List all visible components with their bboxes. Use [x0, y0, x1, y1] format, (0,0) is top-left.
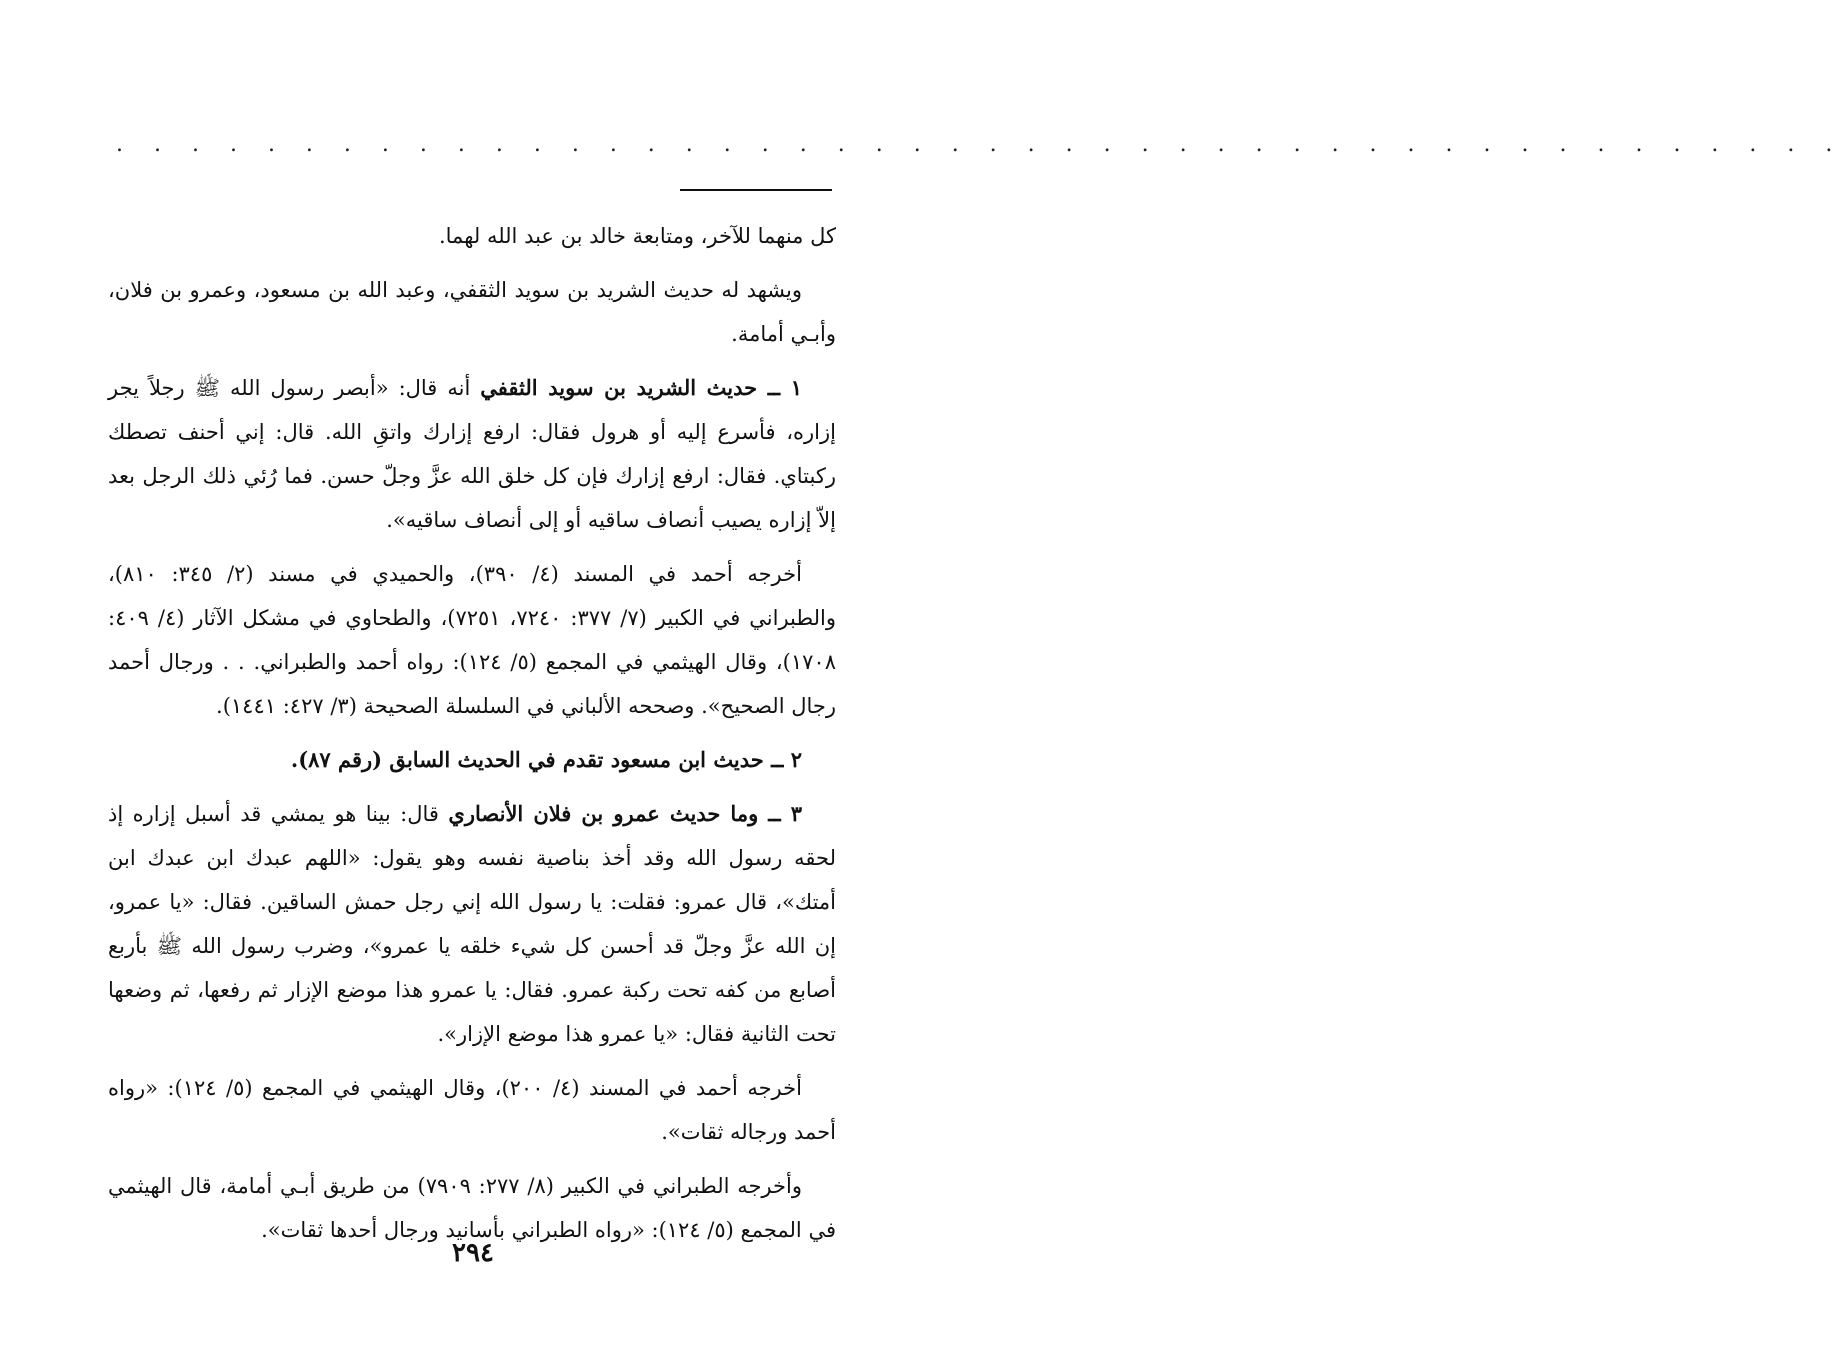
hadith-heading: ٣ ــ وما حديث عمرو بن فلان الأنصاري	[448, 801, 802, 826]
takhrij-3a	[108, 1066, 836, 1154]
hadith-2	[108, 738, 836, 782]
paragraph-text: ويشهد له حديث الشريد بن سويد الثقفي، وعبد الله بن مسعود، وعمرو بن فلان، وأبـي أمامة.	[108, 278, 836, 346]
takhrij-1	[108, 552, 836, 728]
hadith-heading: ١ ــ حديث الشريد بن سويد الثقفي	[480, 375, 802, 400]
paragraph-text: وأخرجه الطبراني في الكبير (٨/ ٢٧٧: ٧٩٠٩) من طريق أبـي أمامة، قال الهيثمي في المجمع (٥/ ١٢٤): «رواه الطبراني بأسانيد ورجال أحدها ثقات».	[108, 1174, 836, 1242]
paragraph-text: أخرجه أحمد في المسند (٤/ ٢٠٠)، وقال الهيثمي في المجمع (٥/ ١٢٤): «رواه أحمد ورجاله ثقات».	[108, 1076, 836, 1144]
hadith-heading: ٢ ــ حديث ابن مسعود تقدم في الحديث السابق (رقم ٨٧).	[290, 747, 802, 772]
body-text	[108, 214, 836, 1262]
hadith-text: قال: بينا هو يمشي قد أسبل إزاره إذ لحقه رسول الله وقد أخذ بناصية نفسه وهو يقول: «اللهم عبدك ابن عبدك ابن أمتك»، قال عمرو: فقلت: يا رسول الله إني رجل حمش الساقين. فقال: «يا عمرو، إن الله عزَّ وجلّ قد أحسن كل شيء خلقه يا عمرو»، وضرب رسول الله ﷺ بأربع أصابع من كفه تحت ركبة عمرو. فقال: يا عمرو هذا موضع الإزار ثم رفعها، ثم وضعها تحت الثانية فقال: «يا عمرو هذا موضع الإزار».	[108, 802, 836, 1046]
paragraph-continuation	[108, 214, 836, 258]
paragraph-text: أخرجه أحمد في المسند (٤/ ٣٩٠)، والحميدي في مسند (٢/ ٣٤٥: ٨١٠)، والطبراني في الكبير (٧/ ٣٧٧: ٧٢٤٠، ٧٢٥١)، والطحاوي في مشكل الآثار (٤/ ٤٠٩: ١٧٠٨)، وقال الهيثمي في المجمع (٥/ ١٢٤): رواه أحمد والطبراني. . . ورجال أحمد رجال الصحيح». وصححه الألباني في السلسلة الصحيحة (٣/ ٤٢٧: ١٤٤١).	[108, 562, 836, 718]
hadith-1	[108, 366, 836, 542]
hadith-text: أنه قال: «أبصر رسول الله ﷺ رجلاً يجر إزاره، فأسرع إليه أو هرول فقال: ارفع إزارك واتقِ الله. قال: إني أحنف تصطك ركبتاي. فقال: ارفع إزارك فإن كل خلق الله عزَّ وجلّ حسن. فما رُئي ذلك الرجل بعد إلاّ إزاره يصيب أنصاف ساقيه أو إلى أنصاف ساقيه».	[108, 376, 836, 532]
page-number: ٢٩٤	[452, 1238, 494, 1268]
footnote-rule	[680, 189, 832, 191]
dotted-separator: . . . . . . . . . . . . . . . . . . . . . . . . . . . . . . . . . . . . . . . . . . . . . .	[116, 132, 1844, 157]
paragraph-witnesses	[108, 268, 836, 356]
paragraph-text: كل منهما للآخر، ومتابعة خالد بن عبد الله لهما.	[438, 224, 836, 248]
hadith-3	[108, 792, 836, 1056]
